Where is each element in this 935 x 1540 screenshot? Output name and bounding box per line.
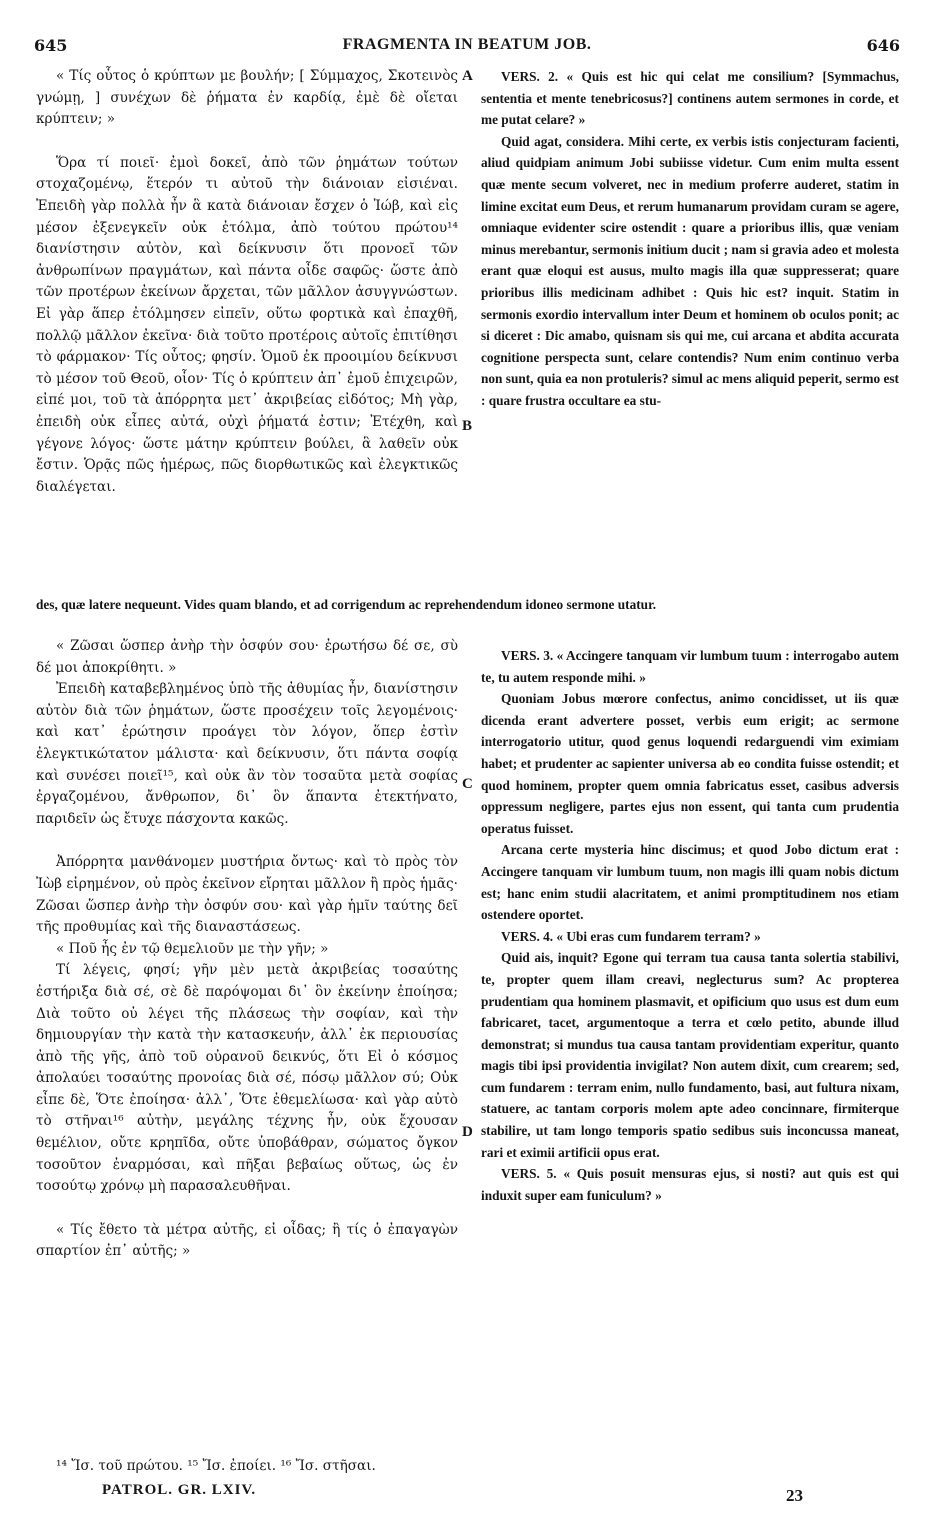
latin-paragraph: VERS. 4. « Ubi eras cum fundarem terram? » (501, 928, 761, 944)
latin-column-bottom (481, 645, 899, 1206)
section-marker-b: B (462, 418, 473, 434)
latin-paragraph: Quid ais, inquit? Egone qui terram tua causa tanta solertia stabilivi, te, propter quem illam creavi, neglecturus sum? Ac propterea prudentiam qua hominem plasmavit, et opificium quo usus est dum eum fabricaret, tacet, argumentoque a terra et cœlo petito, abunde illud demonstrat; si mundus tua causa tantam providentiam experitur, quanto magis tibi ipsi providentia invigilat? Non autem dixit, cum crearem; sed, cum fundarem : terram enim, nullo fundamento, basi, aut fultura nixam, statuere, ac tantam corporis molem apte adeo concinnare, firmiterque stabilire, ut tam longo temporis spatio sedibus suis inconcussa maneat, rari et eximii artificii opus erat. (481, 950, 899, 1160)
latin-paragraph: VERS. 5. « Quis posuit mensuras ejus, si nosti? aut quis est qui induxit super eam funiculum? » (481, 1166, 899, 1203)
greek-paragraph: Ἀπόρρητα μανθάνομεν μυστήρια ὄντως· καὶ τὸ πρὸς τὸν Ἰὼβ εἰρημένον, οὐ πρὸς ἐκεῖνον εἴρηται μᾶλλον ἢ πρὸς ἡμᾶς· Ζῶσαι ὥσπερ ἀνὴρ τὴν ὀσφύν σου· καὶ γὰρ ἡμῖν ταύτης δεῖ τῆς προθυμίας καὶ τῆς διαναστάσεως. (36, 854, 458, 936)
latin-paragraph: Arcana certe mysteria hinc discimus; et quod Jobo dictum erat : Accingere tanquam vir lumbum tuum, non magis illi quam nobis dictum est; hanc enim studii alacritatem, et animi promptitudinem nos etiam ostendere oportet. (481, 842, 899, 923)
sheet-number: 23 (786, 1486, 803, 1505)
section-marker-a: A (462, 68, 473, 84)
greek-paragraph: « Ποῦ ἦς ἐν τῷ θεμελιοῦν με τὴν γῆν; » (56, 940, 329, 957)
greek-paragraph: « Ζῶσαι ὥσπερ ἀνὴρ τὴν ὀσφύν σου· ἐρωτήσω δέ σε, σὺ δέ μοι ἀποκρίθητι. » (36, 638, 458, 676)
latin-paragraph: Quid agat, considera. Mihi certe, ex verbis istis conjecturam facienti, aliud quidpiam animum Jobi subiisse videtur. Cum enim multa essent quæ mente secum volveret, nec in medium proferre auderet, statim in limine excitat eum Deus, et rerum humanarum providam curam se agere, omniaque evidenter scire ostendit : quare a prioribus illis, quæ veniam minus merebantur, sermonis initium ducit ; nam si gravia adeo et molesta erant quæ eloqui est ausus, multo magis illa quæ suppresserat; quare prioribus illis medicinam adhibet : Quis hic est? inquit. Statim in sermonis exordio intervallum inter Deum et hominem ob oculos ponit; ac si diceret : Dic amabo, quisnam sis qui me, cui arcana et abdita accurata cognitione perspecta sunt, celare contendis? Num enim continuo verba non sunt, quia ea non protuleris? simul ac mens aliquid peperit, sermo est : quare frustra occultare ea stu- (481, 133, 899, 408)
latin-fullwidth-line: des, quæ latere nequeunt. Vides quam blando, et ad corrigendum ac reprehendendum idoneo sermone utatur. (36, 597, 657, 612)
running-title: FRAGMENTA IN BEATUM JOB. (342, 36, 592, 53)
greek-paragraph: Ὅρα τί ποιεῖ· ἐμοὶ δοκεῖ, ἀπὸ τῶν ῥημάτων τούτων στοχαζομένῳ, ἕτερόν τι αὐτοῦ τὴν διάνοιαν εἰσιέναι. Ἐπειδὴ γὰρ πολλὰ ἦν ἃ κατὰ διάνοιαν ἔσχεν ὁ Ἰώβ, καὶ εἰς μέσον ἐξενεγκεῖν οὐκ ἐτόλμα, ἀπὸ τούτου πρώτου¹⁴ διανίστησιν αὐτὸν, καὶ δείκνυσιν ὅτι προνοεῖ τῶν ἀνθρωπίνων πραγμάτων, καὶ πάντα οἶδε σαφῶς· ὥστε ἀπὸ τῶν προτέρων ἐκείνων ἄρχεται, τῶν μᾶλλον ἀσυγγνώστων. Εἰ γὰρ ἅπερ ἐτόλμησεν εἰπεῖν, οὕτω φορτικὰ καὶ ἐπαχθῆ, πολλῷ μᾶλλον ἐκεῖνα· διὰ τοῦτο προτέροις αὐτοῖς ἐπιτίθησι τὸ φάρμακον· Τίς οὗτος; φησίν. Ὁμοῦ ἐκ προοιμίου δείκνυσι τὸ μέσον τοῦ Θεοῦ, οἷον· Τίς ὁ κρύπτειν ἀπ᾽ ἐμοῦ ἐπιχειρῶν, εἰπέ μοι, τοῦ τὰ ἀπόρρητα μετ᾽ ἀκριβείας εἰδότος; Μὴ γὰρ, ἐπειδὴ οὐκ εἶπες αὐτά, οὐχὶ ῥήματά ἐστιν; Ἐτέχθη, καὶ γέγονε λόγος· ὥστε μάτην κρύπτειν βούλει, ἃ λαθεῖν οὐκ ἔστιν. Ὁρᾷς πῶς ἡμέρως, πῶς διορθωτικῶς καὶ ἐλεγκτικῶς διαλέγεται. (36, 154, 458, 495)
greek-paragraph: « Τίς οὗτος ὁ κρύπτων με βουλήν; [ Σύμμαχος, Σκοτεινὸς γνώμῃ, ] συνέχων δὲ ῥήματα ἐν καρδίᾳ, ἐμὲ δὲ οἴεται κρύπτειν; » (36, 68, 458, 128)
section-marker-c: C (462, 776, 473, 792)
page-header (34, 36, 900, 62)
latin-column-top (481, 66, 899, 412)
greek-paragraph: Τί λέγεις, φησί; γῆν μὲν μετὰ ἀκριβείας τοσαύτης ἐστήριξα διὰ σέ, σὲ δὲ παρόψομαι δι᾽ ὃν ἐκείνην ἐποίησα; Διὰ τοῦτο οὐ λέγει τῆς πλάσεως τὴν σοφίαν, καὶ τὴν δημιουργίαν τὴν κατὰ τὴν κατασκευήν, ἀλλ᾽ ἐκ περιουσίας ἀπὸ τῆς γῆς, ἀπὸ τοῦ οὐρανοῦ δεικνύς, ὅτι Εἰ ὁ κόσμος ἀπολαύει τοσαύτης προνοίας διὰ σέ, πόσῳ μᾶλλον σύ; Οὐκ εἶπε δὲ, Ὅτε ἐποίησα· ἀλλ᾽, Ὅτε ἐθεμελίωσα· καὶ γὰρ αὐτὸ τὸ στῆναι¹⁶ αὐτὴν, μεγάλης τέχνης ἦν, οὐκ ἔχουσαν θεμέλιον, οὔτε κρηπῖδα, οὔτε ὑποβάθραν, σώματος ὄγκον τοσοῦτον ἐναρμόσαι, καὶ πῆξαι βεβαίως οὕτως, ὡς ἐν τοσούτῳ χρόνῳ μὴ παρασαλευθῆναι. (36, 962, 458, 1195)
greek-paragraph: « Τίς ἔθετο τὰ μέτρα αὐτῆς, εἰ οἶδας; ἢ τίς ὁ ἐπαγαγὼν σπαρτίον ἐπ᾽ αὐτῆς; » (36, 1221, 458, 1260)
greek-column-top (36, 66, 458, 498)
greek-column-bottom (36, 636, 458, 1263)
latin-paragraph: Quoniam Jobus mœrore confectus, animo concidisset, ut iis quæ dicenda erant advertere posset, verbis eum erigit; ac sermone interrogatorio utitur, quod genus loquendi redarguendi vim eximiam habet; et prudenter ac sapienter universa ab eo condita fuisse ostendit; et quod hominem, propter quem omnia fabricatus esset, casibus adversis oppressum negligere, partes ejus non essent, qui tanta cum prudentia operatus fuisset. (481, 691, 899, 836)
latin-paragraph: VERS. 2. « Quis est hic qui celat me consilium? [Symmachus, sententia et mente tenebricosus?] continens autem sermones in corde, et me putat celare? » (481, 69, 899, 128)
page-number-right: 646 (866, 36, 900, 55)
footnotes: ¹⁴ Ἴσ. τοῦ πρώτου. ¹⁵ Ἴσ. ἐποίει. ¹⁶ Ἴσ. στῆσαι. (56, 1458, 376, 1474)
section-marker-d: D (462, 1124, 473, 1140)
latin-paragraph: VERS. 3. « Accingere tanquam vir lumbum tuum : interrogabo autem te, tu autem responde mihi. » (481, 648, 899, 685)
signature-mark: PATROL. GR. LXIV. (102, 1482, 257, 1498)
greek-paragraph: Ἐπειδὴ καταβεβλημένος ὑπὸ τῆς ἀθυμίας ἦν, διανίστησιν αὐτὸν διὰ τῶν ῥημάτων, ὥστε προσέχειν τοῖς λεγομένοις· καὶ κατ᾽ ἐρώτησιν προάγει τὸν λόγον, ὅπερ ἐστὶν ἐλεγκτικώτατον μάλιστα· καὶ δείκνυσιν, ὅτι πάντα σοφίᾳ καὶ συνέσει ποιεῖ¹⁵, καὶ οὐκ ἂν τὸν τοσαῦτα μετὰ σοφίας ἐργαζομένου, ἄνθρωπον, δι᾽ ὃν ἅπαντα ἐτεκτήνατο, παριδεῖν ὡς ἔτυχε πάσχοντα κακῶς. (36, 681, 458, 827)
page-number-left: 645 (34, 36, 68, 55)
